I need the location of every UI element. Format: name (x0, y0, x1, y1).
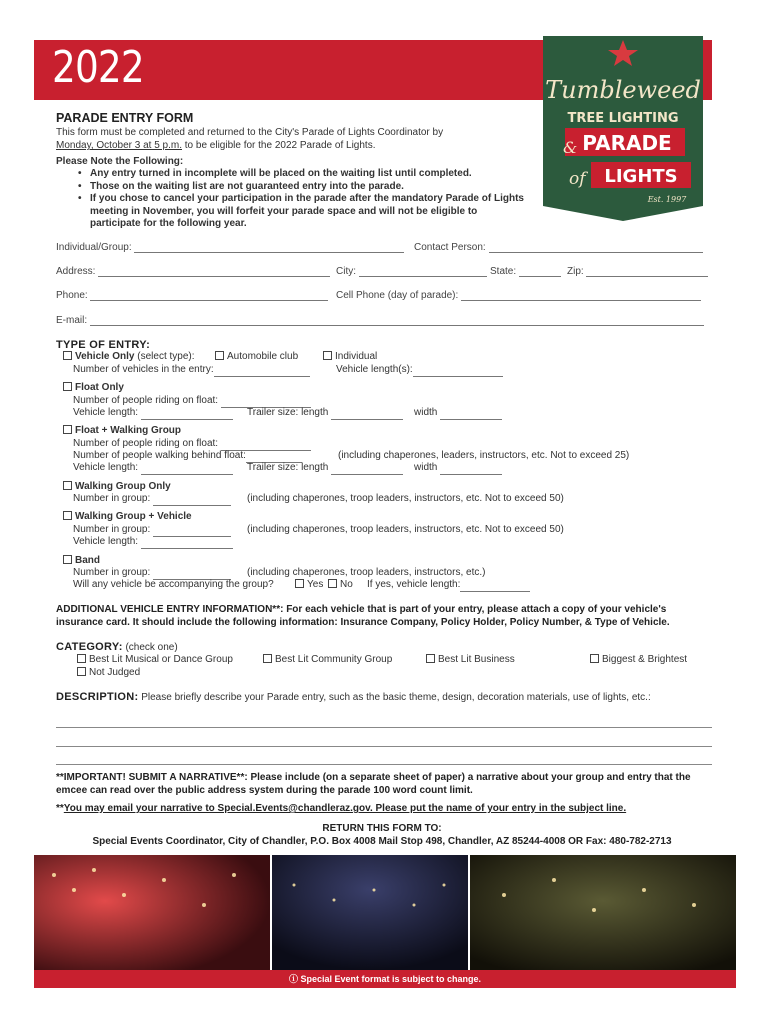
contact-person-field[interactable] (414, 242, 703, 253)
fw-vehicle-length-input[interactable] (141, 465, 233, 475)
description-hint: Please briefly describe your Parade entry, such as the basic theme, design, decoration materials, use of lights, etc.: (138, 692, 651, 703)
note-item: • If you chose to cancel your participation in the parade after the mandatory Parade of Lights meeting in November, you will forfeit your parade space and will not be eligible to participate for the following year. (90, 193, 530, 231)
individual-label: Individual (335, 351, 378, 362)
address-input[interactable] (98, 267, 330, 277)
note-item: • Those on the waiting list are not guaranteed entry into the parade. (90, 181, 530, 194)
walking-vehicle-label: Walking Group + Vehicle (75, 511, 192, 522)
band-vehicle-no-checkbox[interactable] (328, 579, 337, 588)
fw-vehicle-length-field[interactable] (73, 462, 233, 475)
category-option[interactable] (426, 654, 515, 667)
category-checkbox[interactable] (77, 667, 86, 676)
wv-number-field[interactable] (73, 524, 231, 537)
email-note-prefix: ** (56, 803, 64, 814)
phone-input[interactable] (90, 291, 328, 301)
float-width-field[interactable] (414, 407, 502, 420)
parade-photos (34, 855, 736, 970)
fw-width-input[interactable] (440, 465, 502, 475)
walking-vehicle-checkbox[interactable] (63, 511, 72, 520)
fw-walkers-label: Number of people walking behind float: (73, 450, 246, 461)
num-vehicles-input[interactable] (214, 367, 310, 377)
fw-riders-label: Number of people riding on float: (73, 438, 219, 449)
wo-number-label: Number in group: (73, 493, 151, 504)
category-option-label: Best Lit Business (438, 654, 515, 665)
address-label: Address: (56, 266, 96, 277)
wv-note: (including chaperones, troop leaders, instructors, etc. Not to exceed 50) (247, 524, 564, 535)
contact-person-input[interactable] (489, 243, 703, 253)
float-vehicle-length-field[interactable] (73, 407, 233, 420)
automobile-club-label: Automobile club (227, 351, 299, 362)
logo-parade: PARADE (582, 131, 672, 155)
wv-number-input[interactable] (153, 527, 231, 537)
fw-trailer-length-input[interactable] (331, 465, 403, 475)
band-note: (including chaperones, troop leaders, instructors, etc.) (247, 567, 486, 578)
logo-lights: LIGHTS (604, 166, 678, 187)
intro-pre: This form must be completed and returned to the City's Parade of Lights Coordinator by (56, 127, 444, 138)
fw-width-label: width (414, 462, 438, 473)
float-vehicle-length-label: Vehicle length: (73, 407, 139, 418)
note-list (90, 168, 530, 231)
float-width-input[interactable] (440, 410, 502, 420)
individual-group-field[interactable] (56, 242, 404, 253)
category-option[interactable] (77, 654, 233, 667)
cell-phone-label: Cell Phone (day of parade): (336, 290, 459, 301)
float-walking-checkbox[interactable] (63, 425, 72, 434)
email-note (56, 803, 626, 814)
fw-walkers-field[interactable] (73, 450, 302, 463)
email-field[interactable] (56, 315, 704, 326)
return-heading: RETURN THIS FORM TO: (322, 823, 442, 834)
category-checkbox[interactable] (77, 654, 86, 663)
description-line[interactable] (56, 727, 712, 728)
wv-vehicle-length-input[interactable] (141, 539, 233, 549)
fw-vehicle-length-label: Vehicle length: (73, 462, 139, 473)
band-vehicle-length-input[interactable] (460, 582, 530, 592)
num-vehicles-label: Number of vehicles in the entry: (73, 364, 214, 375)
wo-number-input[interactable] (153, 496, 231, 506)
float-only-option[interactable] (63, 382, 124, 395)
form-title: PARADE ENTRY FORM (56, 111, 194, 125)
band-vehicle-length-field[interactable] (367, 579, 530, 592)
intro-post: to be eligible for the 2022 Parade of Lights. (182, 140, 376, 151)
logo-subtitle: TREE LIGHTING (567, 111, 679, 126)
band-vehicle-no[interactable] (328, 579, 353, 592)
contact-person-label: Contact Person: (414, 242, 486, 253)
float-riders-input[interactable] (221, 398, 311, 408)
category-option[interactable] (263, 654, 392, 667)
individual-checkbox[interactable] (323, 351, 332, 360)
band-number-input[interactable] (153, 570, 231, 580)
individual-option[interactable] (323, 351, 377, 364)
city-field[interactable] (336, 266, 487, 277)
description-line[interactable] (56, 746, 712, 747)
phone-field[interactable] (56, 290, 328, 301)
return-info (34, 822, 730, 848)
state-field[interactable] (490, 266, 561, 277)
wv-number-label: Number in group: (73, 524, 151, 535)
band-vehicle-length-label: If yes, vehicle length: (367, 579, 461, 590)
city-label: City: (336, 266, 356, 277)
float-riders-field[interactable] (73, 395, 311, 408)
cell-phone-input[interactable] (461, 291, 701, 301)
logo-est: Est. 1997 (647, 195, 687, 204)
band-checkbox[interactable] (63, 555, 72, 564)
band-option[interactable] (63, 555, 100, 568)
vehicle-lengths-input[interactable] (413, 367, 503, 377)
zip-label: Zip: (567, 266, 584, 277)
float-width-label: width (414, 407, 438, 418)
band-vehicle-yes-label: Yes (307, 579, 324, 590)
walking-only-checkbox[interactable] (63, 481, 72, 490)
cell-phone-field[interactable] (336, 290, 701, 301)
float-only-checkbox[interactable] (63, 382, 72, 391)
category-option-label: Best Lit Musical or Dance Group (89, 654, 233, 665)
note-item: • Any entry turned in incomplete will be placed on the waiting list until completed. (90, 168, 530, 181)
individual-group-label: Individual/Group: (56, 242, 132, 253)
zip-input[interactable] (586, 267, 708, 277)
float-walking-label: Float + Walking Group (75, 425, 182, 436)
category-option[interactable] (590, 654, 687, 667)
category-option[interactable] (77, 667, 140, 680)
float-trailer-length-field[interactable] (247, 407, 403, 420)
fw-riders-field[interactable] (73, 438, 311, 451)
vehicle-only-row (63, 351, 195, 364)
fw-note: (including chaperones, leaders, instructors, etc. Not to exceed 25) (338, 450, 630, 461)
wv-vehicle-length-field[interactable] (73, 536, 233, 549)
band-vehicle-question (73, 579, 274, 592)
select-type-label: (select type): (134, 351, 195, 362)
logo-of: of (569, 169, 586, 189)
category-option-label: Not Judged (89, 667, 141, 678)
email-label: E-mail: (56, 315, 88, 326)
description-heading: DESCRIPTION: (56, 691, 139, 703)
description-heading-row (56, 691, 651, 705)
num-vehicles-field[interactable] (73, 364, 310, 377)
email-note-text: You may email your narrative to Special.Events@chandleraz.gov. Please put the name of your entry in the subject line. (63, 803, 627, 814)
email-input[interactable] (90, 316, 704, 326)
info-icon: ⓘ (288, 974, 298, 984)
zip-field[interactable] (567, 266, 708, 277)
event-logo (543, 36, 703, 221)
phone-label: Phone: (56, 290, 88, 301)
fw-trailer-length-label: Trailer size: length (247, 462, 329, 473)
fw-walkers-input[interactable] (246, 453, 302, 463)
category-checkbox[interactable] (590, 654, 599, 663)
parade-float-photo (34, 855, 270, 970)
parade-crowd-photo (470, 855, 736, 970)
automobile-club-checkbox[interactable] (215, 351, 224, 360)
type-of-entry-heading: TYPE OF ENTRY: (56, 339, 151, 351)
intro-text (56, 126, 536, 152)
city-input[interactable] (359, 267, 487, 277)
category-option-label: Biggest & Brightest (602, 654, 688, 665)
automobile-club-option[interactable] (215, 351, 298, 364)
return-address: Special Events Coordinator, City of Chandler, P.O. Box 4008 Mail Stop 498, Chandler, AZ 85244-4008 OR Fax: 480-782-2713 (92, 836, 672, 847)
band-vehicle-yes[interactable] (295, 579, 323, 592)
fw-width-field[interactable] (414, 462, 502, 475)
band-vehicle-question-label: Will any vehicle be accompanying the group? (73, 579, 274, 590)
logo-amp: & (563, 138, 578, 157)
band-label: Band (75, 555, 100, 566)
important-narrative: **IMPORTANT! SUBMIT A NARRATIVE**: Please include (on a separate sheet of paper) a narrative about your group and entry that the emcee can read over the public address system during the parade 100 word count limit. (56, 772, 691, 796)
vehicle-only-label: Vehicle Only (75, 351, 135, 362)
note-heading: Please Note the Following: (56, 156, 184, 167)
category-option-label: Best Lit Community Group (275, 654, 393, 665)
fw-trailer-length-field[interactable] (247, 462, 403, 475)
year-heading: 2022 (52, 42, 144, 93)
band-vehicle-no-label: No (340, 579, 353, 590)
band-number-label: Number in group: (73, 567, 151, 578)
band-number-field[interactable] (73, 567, 231, 580)
wo-number-field[interactable] (73, 493, 231, 506)
wv-vehicle-length-label: Vehicle length: (73, 536, 139, 547)
state-input[interactable] (519, 267, 561, 277)
wo-note: (including chaperones, troop leaders, instructors, etc. Not to exceed 50) (247, 493, 564, 504)
category-checkbox[interactable] (263, 654, 272, 663)
float-riders-label: Number of people riding on float: (73, 395, 219, 406)
footer-text: Special Event format is subject to change. (300, 974, 482, 984)
logo-title: Tumbleweed (545, 76, 701, 104)
float-only-label: Float Only (75, 382, 124, 393)
walking-only-label: Walking Group Only (75, 481, 171, 492)
walking-only-option[interactable] (63, 481, 171, 494)
float-trailer-length-label: Trailer size: length (247, 407, 329, 418)
vehicle-lengths-field[interactable] (336, 364, 503, 377)
vehicle-lengths-label: Vehicle length(s): (336, 364, 413, 375)
walking-vehicle-option[interactable] (63, 511, 192, 524)
fw-riders-input[interactable] (221, 441, 311, 451)
category-checkbox[interactable] (426, 654, 435, 663)
float-vehicle-length-input[interactable] (141, 410, 233, 420)
parade-dancers-photo (272, 855, 468, 970)
float-walking-option[interactable] (63, 425, 181, 438)
vehicle-only-checkbox[interactable] (63, 351, 72, 360)
individual-group-input[interactable] (134, 243, 404, 253)
additional-vehicle-info: ADDITIONAL VEHICLE ENTRY INFORMATION**: For each vehicle that is part of your entry, please attach a copy of your vehicle's insurance card. It should include the following information: Insurance Company, Policy Holder, Policy Number, & Type of Vehicle. (56, 604, 670, 628)
state-label: State: (490, 266, 517, 277)
description-line[interactable] (56, 764, 712, 765)
float-trailer-length-input[interactable] (331, 410, 403, 420)
band-vehicle-yes-checkbox[interactable] (295, 579, 304, 588)
category-hint: (check one) (122, 642, 178, 653)
intro-deadline: Monday, October 3 at 5 p.m. (56, 140, 182, 151)
category-heading-row (56, 641, 178, 655)
address-field[interactable] (56, 266, 330, 277)
footer-banner (34, 970, 736, 988)
category-heading: CATEGORY: (56, 641, 123, 653)
